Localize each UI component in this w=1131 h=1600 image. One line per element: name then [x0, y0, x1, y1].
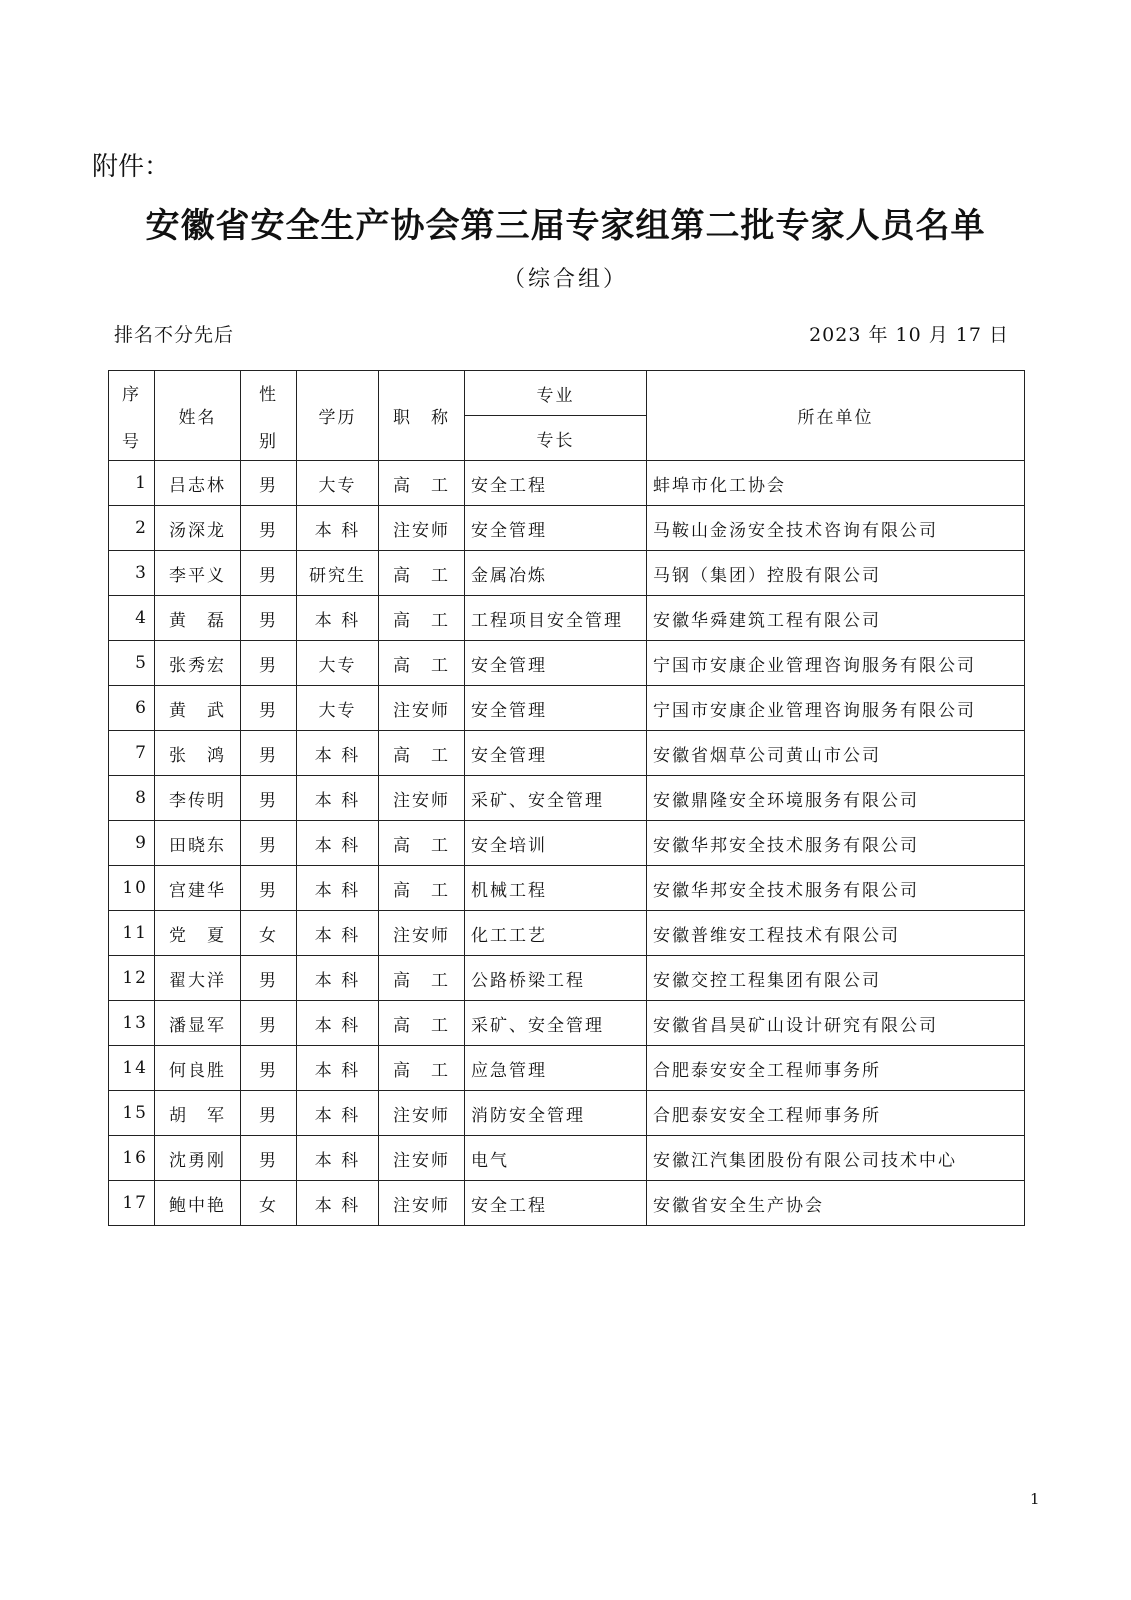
- cell-gender: 男: [241, 506, 297, 551]
- cell-gender: 男: [241, 866, 297, 911]
- cell-name: 党 夏: [155, 911, 241, 956]
- cell-specialty: 机械工程: [465, 866, 647, 911]
- table-header: [109, 371, 1025, 461]
- cell-name: 胡 军: [155, 1091, 241, 1136]
- cell-title: 高 工: [379, 596, 465, 641]
- table-row: [109, 776, 1025, 821]
- table-row: [109, 956, 1025, 1001]
- order-note: 排名不分先后: [114, 324, 235, 346]
- cell-name: 黄 武: [155, 686, 241, 731]
- cell-org: 宁国市安康企业管理咨询服务有限公司: [647, 641, 1025, 686]
- cell-education: 本 科: [297, 956, 379, 1001]
- cell-education: 本 科: [297, 1181, 379, 1226]
- cell-education: 本 科: [297, 1001, 379, 1046]
- cell-education: 本 科: [297, 911, 379, 956]
- cell-no: 5: [109, 641, 155, 686]
- cell-education: 大专: [297, 641, 379, 686]
- table-row: [109, 1091, 1025, 1136]
- cell-no: 8: [109, 776, 155, 821]
- cell-specialty: 安全管理: [465, 731, 647, 776]
- cell-name: 潘显军: [155, 1001, 241, 1046]
- cell-title: 注安师: [379, 686, 465, 731]
- cell-specialty: 采矿、安全管理: [465, 776, 647, 821]
- cell-gender: 男: [241, 1046, 297, 1091]
- header-gender-top: 性: [259, 384, 278, 405]
- table-row: [109, 1136, 1025, 1181]
- cell-name: 田晓东: [155, 821, 241, 866]
- header-major: 专业: [465, 371, 647, 416]
- cell-title: 高 工: [379, 461, 465, 506]
- cell-name: 翟大洋: [155, 956, 241, 1001]
- cell-org: 安徽鼎隆安全环境服务有限公司: [647, 776, 1025, 821]
- cell-no: 9: [109, 821, 155, 866]
- cell-education: 本 科: [297, 596, 379, 641]
- cell-name: 张 鸿: [155, 731, 241, 776]
- table-row: [109, 641, 1025, 686]
- table-row: [109, 1046, 1025, 1091]
- cell-title: 注安师: [379, 776, 465, 821]
- cell-gender: 女: [241, 1181, 297, 1226]
- cell-no: 15: [109, 1091, 155, 1136]
- cell-specialty: 消防安全管理: [465, 1091, 647, 1136]
- cell-no: 12: [109, 956, 155, 1001]
- cell-title: 注安师: [379, 1136, 465, 1181]
- cell-org: 马钢（集团）控股有限公司: [647, 551, 1025, 596]
- cell-gender: 男: [241, 776, 297, 821]
- cell-title: 注安师: [379, 1181, 465, 1226]
- cell-education: 本 科: [297, 1046, 379, 1091]
- cell-gender: 男: [241, 956, 297, 1001]
- table-row: [109, 1181, 1025, 1226]
- cell-education: 大专: [297, 686, 379, 731]
- cell-title: 高 工: [379, 641, 465, 686]
- cell-gender: 男: [241, 461, 297, 506]
- cell-org: 安徽省昌昊矿山设计研究有限公司: [647, 1001, 1025, 1046]
- cell-org: 安徽江汽集团股份有限公司技术中心: [647, 1136, 1025, 1181]
- cell-no: 17: [109, 1181, 155, 1226]
- cell-title: 注安师: [379, 1091, 465, 1136]
- cell-specialty: 应急管理: [465, 1046, 647, 1091]
- cell-specialty: 安全工程: [465, 1181, 647, 1226]
- cell-education: 研究生: [297, 551, 379, 596]
- attachment-label: 附件：: [92, 152, 171, 182]
- cell-title: 高 工: [379, 866, 465, 911]
- cell-name: 李传明: [155, 776, 241, 821]
- header-specialty: 专长: [465, 416, 647, 461]
- cell-org: 安徽华邦安全技术服务有限公司: [647, 821, 1025, 866]
- cell-org: 安徽省烟草公司黄山市公司: [647, 731, 1025, 776]
- cell-title: 注安师: [379, 911, 465, 956]
- cell-gender: 男: [241, 1136, 297, 1181]
- cell-gender: 女: [241, 911, 297, 956]
- table-row: [109, 821, 1025, 866]
- cell-specialty: 工程项目安全管理: [465, 596, 647, 641]
- cell-gender: 男: [241, 1001, 297, 1046]
- page-number: 1: [1030, 1490, 1040, 1508]
- document-title: 安徽省安全生产协会第三届专家组第二批专家人员名单: [145, 206, 986, 246]
- expert-roster-table: [108, 370, 1025, 1226]
- cell-gender: 男: [241, 821, 297, 866]
- cell-education: 大专: [297, 461, 379, 506]
- cell-specialty: 采矿、安全管理: [465, 1001, 647, 1046]
- cell-gender: 男: [241, 731, 297, 776]
- cell-gender: 男: [241, 686, 297, 731]
- table-row: [109, 911, 1025, 956]
- cell-name: 汤深龙: [155, 506, 241, 551]
- cell-specialty: 电气: [465, 1136, 647, 1181]
- cell-education: 本 科: [297, 1136, 379, 1181]
- cell-education: 本 科: [297, 506, 379, 551]
- cell-name: 张秀宏: [155, 641, 241, 686]
- cell-org: 马鞍山金汤安全技术咨询有限公司: [647, 506, 1025, 551]
- cell-name: 何良胜: [155, 1046, 241, 1091]
- cell-name: 宫建华: [155, 866, 241, 911]
- header-no-top: 序: [122, 384, 141, 405]
- cell-org: 安徽华邦安全技术服务有限公司: [647, 866, 1025, 911]
- cell-no: 10: [109, 866, 155, 911]
- cell-education: 本 科: [297, 731, 379, 776]
- cell-no: 7: [109, 731, 155, 776]
- table-row: [109, 596, 1025, 641]
- cell-specialty: 安全工程: [465, 461, 647, 506]
- header-title: 职 称: [379, 371, 465, 461]
- document-subtitle: （综合组）: [502, 267, 628, 292]
- cell-specialty: 公路桥梁工程: [465, 956, 647, 1001]
- cell-org: 合肥泰安安全工程师事务所: [647, 1091, 1025, 1136]
- cell-specialty: 安全管理: [465, 506, 647, 551]
- cell-education: 本 科: [297, 821, 379, 866]
- cell-gender: 男: [241, 596, 297, 641]
- header-gender: [241, 371, 297, 461]
- cell-specialty: 安全培训: [465, 821, 647, 866]
- table-row: [109, 1001, 1025, 1046]
- header-education: 学历: [297, 371, 379, 461]
- header-no: [109, 371, 155, 461]
- cell-name: 沈勇刚: [155, 1136, 241, 1181]
- cell-no: 13: [109, 1001, 155, 1046]
- table-row: [109, 866, 1025, 911]
- cell-org: 安徽省安全生产协会: [647, 1181, 1025, 1226]
- table-row: [109, 731, 1025, 776]
- header-name: 姓名: [155, 371, 241, 461]
- cell-org: 宁国市安康企业管理咨询服务有限公司: [647, 686, 1025, 731]
- cell-no: 16: [109, 1136, 155, 1181]
- cell-org: 蚌埠市化工协会: [647, 461, 1025, 506]
- cell-title: 高 工: [379, 1001, 465, 1046]
- cell-title: 高 工: [379, 821, 465, 866]
- cell-name: 李平义: [155, 551, 241, 596]
- table-body: [109, 461, 1025, 1226]
- cell-no: 6: [109, 686, 155, 731]
- cell-specialty: 安全管理: [465, 686, 647, 731]
- cell-org: 安徽普维安工程技术有限公司: [647, 911, 1025, 956]
- cell-education: 本 科: [297, 866, 379, 911]
- cell-title: 高 工: [379, 1046, 465, 1091]
- cell-title: 高 工: [379, 956, 465, 1001]
- document-date: 2023 年 10 月 17 日: [809, 324, 1009, 346]
- table-row: [109, 551, 1025, 596]
- cell-org: 安徽华舜建筑工程有限公司: [647, 596, 1025, 641]
- cell-no: 2: [109, 506, 155, 551]
- cell-title: 高 工: [379, 731, 465, 776]
- cell-org: 安徽交控工程集团有限公司: [647, 956, 1025, 1001]
- cell-no: 3: [109, 551, 155, 596]
- cell-title: 高 工: [379, 551, 465, 596]
- cell-specialty: 化工工艺: [465, 911, 647, 956]
- cell-name: 鲍中艳: [155, 1181, 241, 1226]
- cell-specialty: 安全管理: [465, 641, 647, 686]
- table-row: [109, 506, 1025, 551]
- cell-no: 1: [109, 461, 155, 506]
- cell-gender: 男: [241, 641, 297, 686]
- cell-education: 本 科: [297, 1091, 379, 1136]
- cell-no: 14: [109, 1046, 155, 1091]
- table-row: [109, 461, 1025, 506]
- cell-no: 4: [109, 596, 155, 641]
- table-row: [109, 686, 1025, 731]
- cell-specialty: 金属冶炼: [465, 551, 647, 596]
- cell-org: 合肥泰安安全工程师事务所: [647, 1046, 1025, 1091]
- cell-education: 本 科: [297, 776, 379, 821]
- header-no-bottom: 号: [122, 431, 141, 452]
- cell-name: 吕志林: [155, 461, 241, 506]
- cell-gender: 男: [241, 551, 297, 596]
- header-org: 所在单位: [647, 371, 1025, 461]
- header-gender-bottom: 别: [259, 431, 278, 452]
- cell-gender: 男: [241, 1091, 297, 1136]
- cell-name: 黄 磊: [155, 596, 241, 641]
- cell-no: 11: [109, 911, 155, 956]
- cell-title: 注安师: [379, 506, 465, 551]
